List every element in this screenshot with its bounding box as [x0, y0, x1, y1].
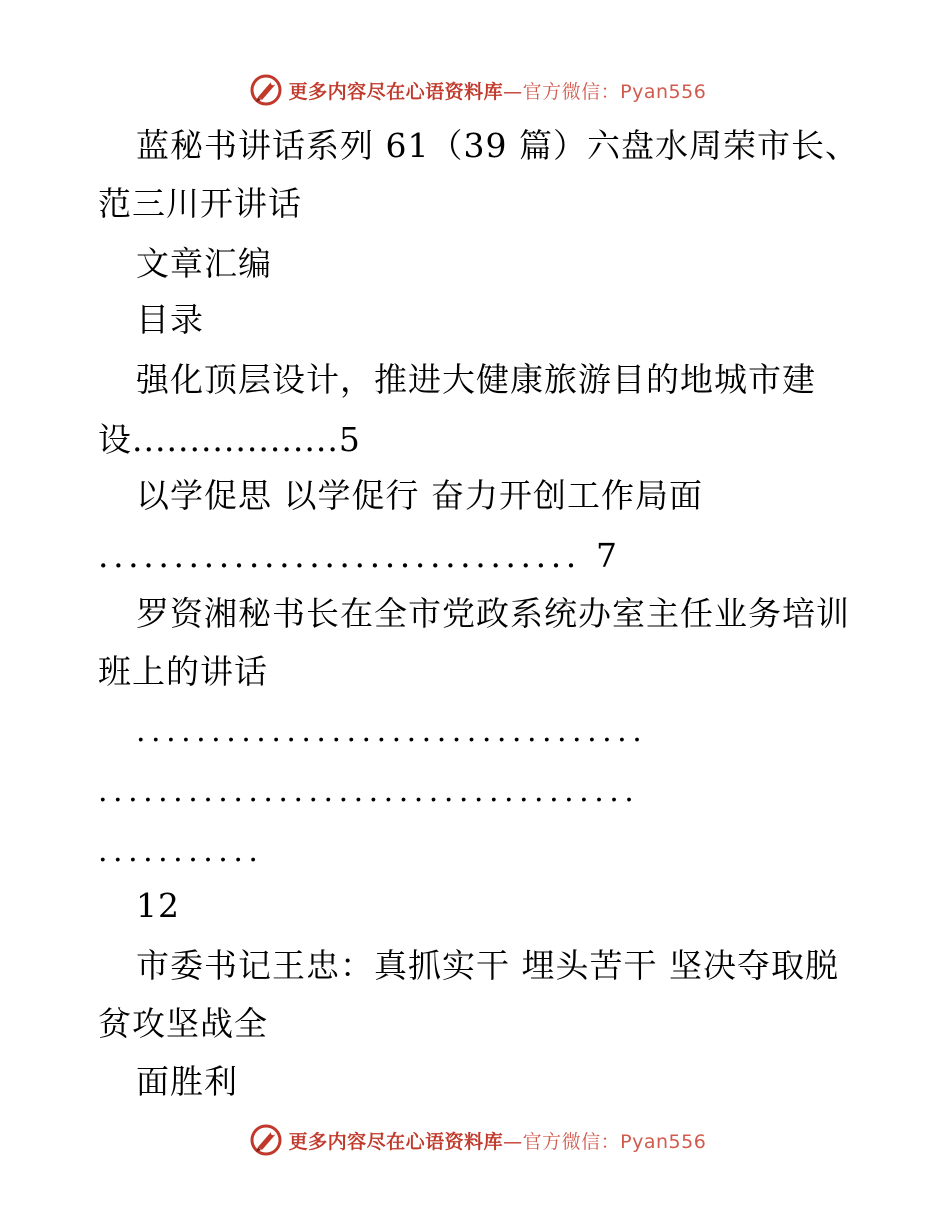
toc-entry-3-dots-1: .................................. — [136, 714, 648, 749]
header-banner — [0, 70, 950, 110]
banner-wechat: 官方微信：Pyan556 — [522, 80, 707, 103]
toc-entry-3-title: 罗资湘秘书长在全市党政系统办室主任业务培训 — [136, 594, 850, 633]
toc-entry-2-leader: ................................ 7 — [98, 536, 622, 575]
banner-content — [249, 73, 707, 107]
doc-title-line1: 蓝秘书讲话系列 61（39 篇）六盘水周荣市长、 — [136, 126, 859, 165]
pen-logo-icon — [249, 1123, 283, 1157]
banner-separator: — — [503, 1130, 523, 1153]
toc-entry-3-title-cont: 班上的讲话 — [98, 652, 268, 691]
toc-entry-2-title: 以学促思 以学促行 奋力开创工作局面 — [136, 476, 703, 515]
doc-subtitle: 文章汇编 — [136, 244, 272, 283]
banner-wechat: 官方微信：Pyan556 — [522, 1130, 707, 1153]
banner-slogan: 更多内容尽在心语资料库 — [288, 80, 504, 103]
pen-logo-icon — [249, 73, 283, 107]
banner-content — [249, 1123, 707, 1157]
toc-entry-4-title-end: 面胜利 — [136, 1062, 238, 1101]
doc-title-line2: 范三川开讲话 — [98, 184, 302, 223]
toc-heading: 目录 — [136, 300, 204, 339]
toc-entry-3-page: 12 — [136, 886, 180, 925]
banner-text — [289, 77, 707, 104]
toc-entry-1-leader: 设..................5 — [98, 420, 361, 459]
toc-entry-4-title: 市委书记王忠：真抓实干 埋头苦干 坚决夺取脱 — [136, 946, 839, 985]
toc-entry-1-title: 强化顶层设计，推进大健康旅游目的地城市建 — [136, 360, 816, 399]
banner-text — [289, 1127, 707, 1154]
toc-entry-3-dots-3: ........... — [98, 834, 264, 869]
banner-separator: — — [503, 80, 523, 103]
footer-banner — [0, 1120, 950, 1160]
toc-entry-3-dots-2: .................................... — [98, 774, 640, 809]
banner-slogan: 更多内容尽在心语资料库 — [288, 1130, 504, 1153]
toc-entry-4-title-cont: 贫攻坚战全 — [98, 1004, 268, 1043]
